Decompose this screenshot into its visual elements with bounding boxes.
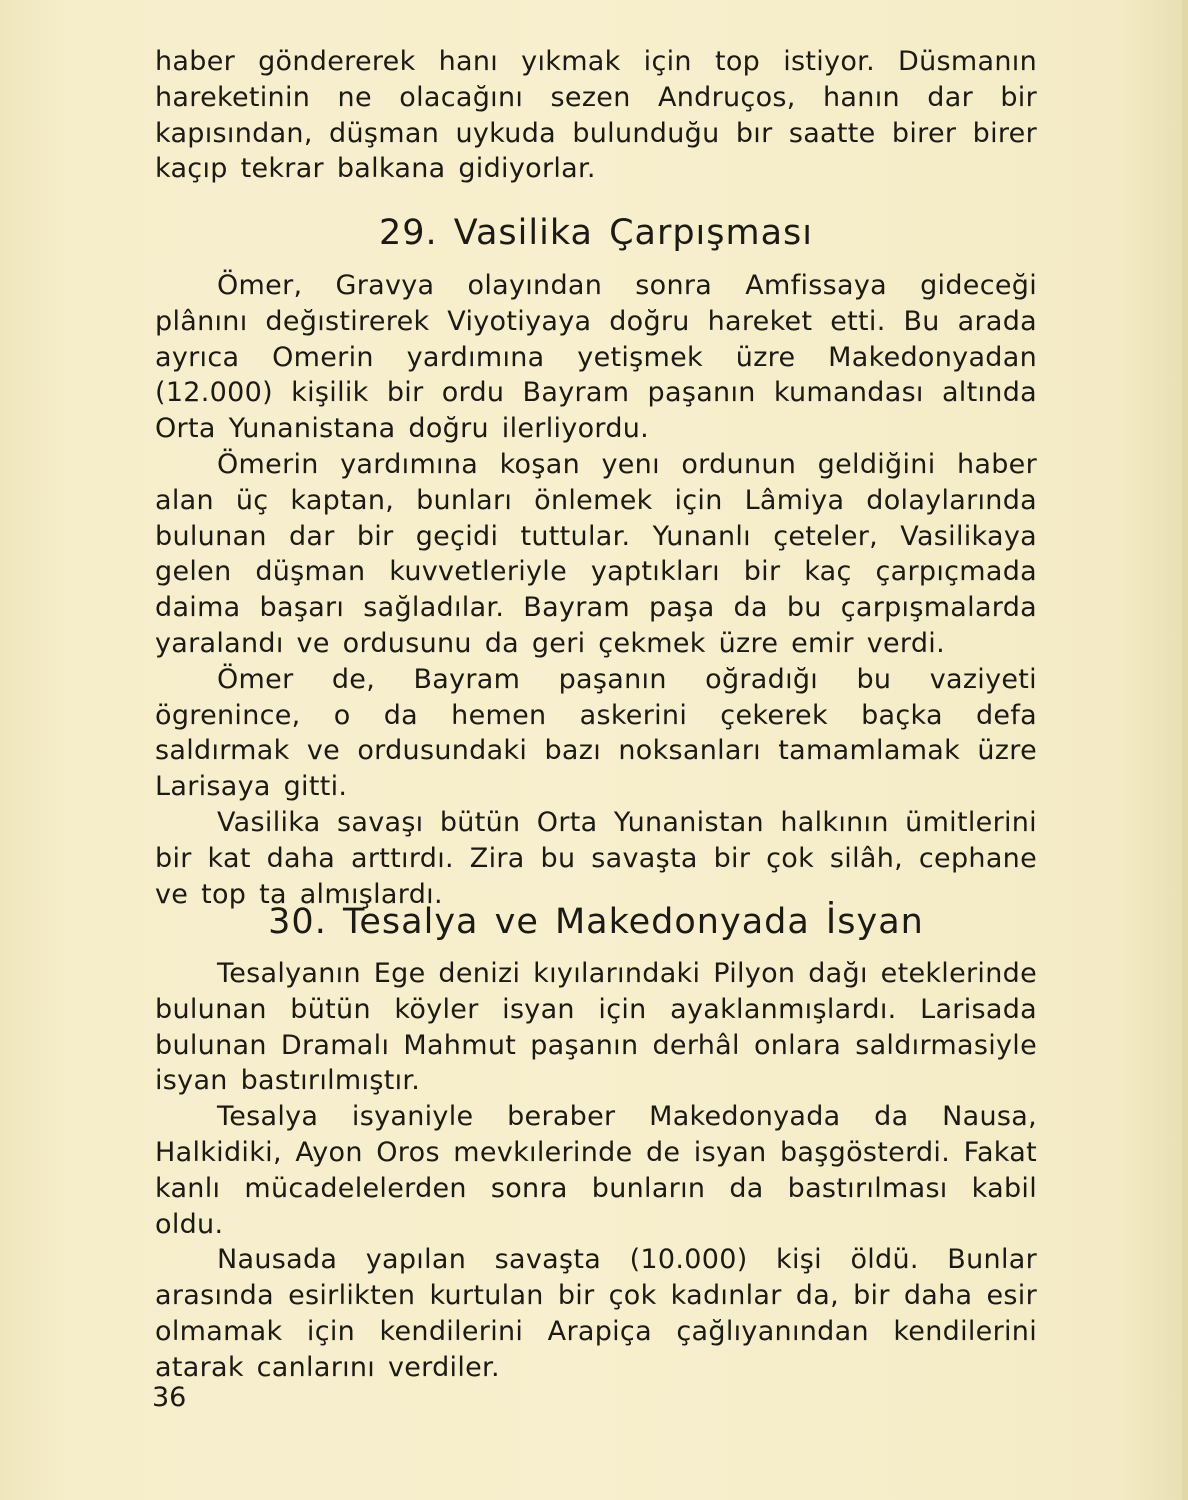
page-edge (1182, 0, 1188, 1500)
paragraph: Ömerin yardımına koşan yenı ordunun geldiğini haber alan üç kaptan, bunları önlemek için Lâmiya dolaylarında bulunan dar bir geçidi tuttular. Yunanlı çeteler, Vasilikaya gelen düşman kuvvetleriyle yaptıkları bir kaç çarpıçmada daima başarı sağladılar. Bayram paşa da bu çarpışmalarda yaralandı ve ordusunu da geri çekmek üzre emir verdi. (155, 448, 1037, 659)
paragraph: Ömer, Gravya olayından sonra Amfissaya gideceği plânını değıstirerek Viyotiyaya doğru hareket etti. Bu arada ayrıca Omerin yardımına yetişmek üzre Makedonyadan (12.000) kişilik bir ordu Bayram paşanın kumandası altında Orta Yunanistana doğru ilerliyordu. (155, 270, 1037, 445)
section-30-body (155, 956, 1037, 1386)
intro-paragraph: haber göndererek hanı yıkmak için top istiyor. Düsmanın hareketinin ne olacağını sezen Andruços, hanın dar bir kapısından, düşman uykuda bulunduğu bır saatte birer birer kaçıp tekrar balkana gidiyorlar. (155, 46, 1037, 185)
section-29-body (155, 268, 1037, 912)
paragraph: Nausada yapılan savaşta (10.000) kişi öldü. Bunlar arasında esirlikten kurtulan bir çok kadınlar da, bir daha esir olmamak için kendilerini Arapiça çağlıyanından kendilerini atarak canlarını verdiler. (155, 1244, 1037, 1383)
paragraph: Ömer de, Bayram paşanın oğradığı bu vaziyeti ögrenince, o da hemen askerini çekerek baçka defa saldırmak ve ordusundaki bazı noksanları tamamlamak üzre Larisaya gitti. (155, 663, 1037, 803)
section-30-title: 30. Tesalya ve Makedonyada İsyan (268, 902, 924, 942)
paragraph: Tesalyanın Ege denizi kıyılarındaki Pilyon dağı eteklerinde bulunan bütün köyler isyan için ayaklanmışlardı. Larisada bulunan Dramalı Mahmut paşanın derhâl onlara saldırmasiyle isyan bastırılmıştır. (155, 958, 1037, 1097)
paragraph: Tesalya isyaniyle beraber Makedonyada da Nausa, Halkidiki, Ayon Oros mevkılerinde de isyan başgösterdi. Fakat kanlı mücadelelerden sonra bunların da bastırılması kabil oldu. (155, 1101, 1037, 1240)
page-number: 36 (152, 1382, 187, 1413)
intro-block (155, 44, 1037, 187)
paragraph: Vasilika savaşı bütün Orta Yunanistan halkının ümitlerini bir kat daha arttırdı. Zira bu savaşta bir çok silâh, cephane ve top ta almışlardı. (155, 806, 1037, 910)
section-29-title: 29. Vasilika Çarpışması (378, 213, 814, 253)
